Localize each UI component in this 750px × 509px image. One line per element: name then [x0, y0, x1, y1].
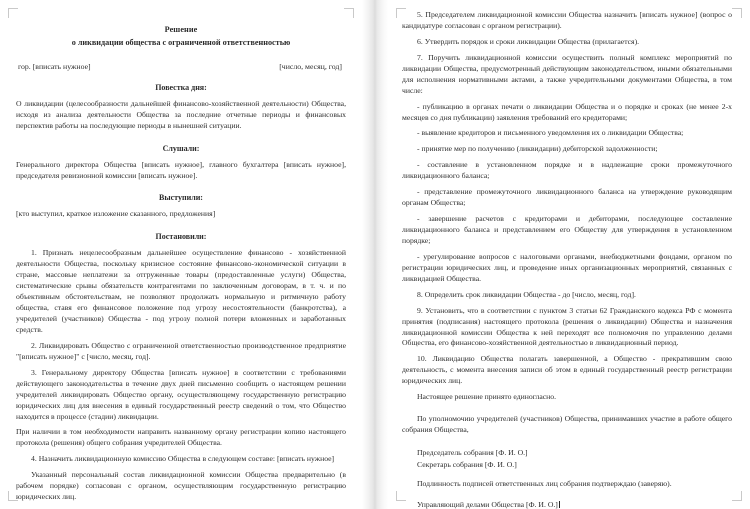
document-title: Решение — [164, 25, 198, 34]
city-line: гор. [вписать нужное] — [18, 61, 91, 71]
resolved-item: 9. Установить, что в соответствии с пунктом 3 статьи 62 Гражданского кодекса РФ с момента принятия (подписания) настоящего протокола (решения о ликвидации) Общества и назначения ликвидационной комиссии Общества к ней переходят все полномочия по управлению делами Общества, его финансово-хозяйственной деятельностью в ликвидационный период. — [402, 305, 732, 348]
resolved-bullet: - завершение расчетов с кредиторами и дебиторами, последующее составление ликвидационного баланса и представлением его Обществу для утверждения в установленном порядке; — [402, 214, 732, 245]
manager-signature-line — [402, 499, 732, 509]
crop-mark-bottom-right-icon — [732, 491, 742, 501]
resolved-item: 3. Генеральному директору Общества [вписать нужное] в соответствии с требованиями действующего законодательства в течение двух дней письменно сообщить о настоящем решении учредителей ликвидировать Общество органу, осуществляющему государственную регистрацию юридических лиц для внесения в единый государственный реестр сведений о том, что Общество находится в процессе (стадии) ликвидации. — [16, 367, 346, 421]
manager-signature-text: Управляющий делами Общества [Ф. И. О.] — [417, 500, 558, 509]
resolved-bullet: - представление промежуточного ликвидационного баланса на утверждение руководящим органам Общества; — [402, 187, 732, 208]
resolved-item: 10. Ликвидацию Общества полагать завершенной, а Общество - прекратившим свою деятельность, с момента внесения записи об этом в единый государственный реестр регистрации юридических лиц. — [402, 354, 732, 386]
resolved-item: 8. Определить срок ликвидации Общества - до [число, месяц, год]. — [417, 289, 636, 299]
resolved-bullet: - выявление кредиторов и письменного уведомления их о ликвидации Общества; — [417, 128, 684, 138]
page-gutter-divider — [362, 0, 388, 509]
resolved-bullet: - составление в установленном порядке и в надлежащие сроки промежуточного ликвидационного баланса; — [402, 160, 732, 181]
heard-heading: Слушали: — [162, 143, 200, 153]
resolved-bullet: - принятие мер по получению (ликвидации) дебиторской задолженности; — [417, 144, 658, 154]
resolved-bullet: - урегулирование вопросов с налоговыми органами, внебюджетными фондами, органом по регистрации юридических лиц, и проведение иных организационных мероприятий, связанных с ликвидацией Общества. — [402, 251, 732, 283]
resolved-item3-note: При наличии в том необходимости направить названному органу регистрации копию настоящего протокола (решения) общего собрания учредителей Общества. — [16, 427, 346, 448]
resolved-item: 6. Утвердить порядок и сроки ликвидации Общества (прилагается). — [417, 36, 640, 46]
document-meta-row — [16, 62, 346, 71]
agenda-heading: Повестка дня: — [155, 82, 207, 92]
crop-mark-top-right-icon — [344, 8, 354, 18]
resolved-item: 7. Поручить ликвидационной комиссии осуществить полный комплекс мероприятий по ликвидации Общества, предусмотренный действующим законодательством, иными обязательными для исполнения нормативными актами, а также учредительными документами Общества, в том числе: — [402, 52, 732, 95]
text-cursor-caret — [559, 501, 560, 509]
signature-line-chairman: Председатель собрания [Ф. И. О.] — [417, 448, 528, 457]
document-page-left — [0, 0, 362, 509]
resolved-item4-note: Указанный персональный состав ликвидационной комиссии Общества предварительно (в рабочем порядке) согласован с органом, осуществляющим государственную регистрацию юридических лиц. — [16, 470, 346, 502]
resolved-item: 2. Ликвидировать Общество с ограниченной ответственностью производственное предприятие "[вписать нужное]" с [число, месяц, год]. — [16, 340, 346, 361]
signature-line-secretary: Секретарь собрания [Ф. И. О.] — [417, 459, 517, 469]
heard-text: Генерального директора Общества [вписать нужное], главного бухгалтера [вписать нужное], председателя ревизионной комиссии [вписать нужное]. — [16, 159, 346, 180]
crop-mark-top-left-icon — [8, 8, 18, 18]
resolved-item: 4. Назначить ликвидационную комиссию Общества в следующем составе: [вписать нужное] — [31, 454, 335, 464]
authorization-text: По уполномочию учредителей (участников) Общества, принимавших участие в работе общего собрания Общества, — [402, 414, 732, 435]
resolved-item: 1. Признать нецелесообразным дальнейшее осуществление финансово - хозяйственной деятельности Общества, поскольку кризисное состояние финансово-экономической ситуации в стране, массовые неплатежи за отгруженные товары (предоставленные услуги) Общества, систематические срывы обязательств контрагентами по заключенным договорам, в т. ч. и по объективным обстоятельствам, не позволяют продолжать нормальную и ритмичную работу общества, ставя его финансовое положение под угрозу несостоятельности (банкротства), а учредителей (участников) Общества - под угрозу полной потери вложенных и заработанных средств. — [16, 248, 346, 334]
resolved-item: 5. Председателем ликвидационной комиссии Общества назначить [вписать нужное] (вопрос о кандидатуре согласован с органом регистрации). — [402, 10, 732, 30]
resolved-bullet: - публикацию в органах печати о ликвидации Общества и о порядке и сроках (не менее 2-х месяцев со дня публикации) заявления требований его кредиторами; — [402, 101, 732, 122]
resolved-heading: Постановили: — [155, 232, 207, 242]
unanimous-note: Настоящее решение принято единогласно. — [417, 392, 557, 402]
crop-mark-top-right-icon — [732, 8, 742, 18]
spoke-heading: Выступили: — [159, 193, 203, 203]
date-line: [число, месяц, год] — [279, 61, 342, 71]
agenda-text: О ликвидации (целесообразности дальнейшей финансово-хозяйственной деятельности) Общества, исходя из анализа деятельности Общества за последние отчетные периоды и финансовых перспектив работы на последующие периоды в нынешней ситуации. — [16, 98, 346, 130]
certification-text: Подлинность подписей ответственных лиц собрания подтверждаю (заверяю). — [417, 479, 672, 489]
spoke-text: [кто выступил, краткое изложение сказанного, предложения] — [16, 209, 216, 219]
document-page-right — [388, 0, 750, 509]
document-subtitle: о ликвидации общества с ограниченной ответственностью — [71, 37, 291, 47]
